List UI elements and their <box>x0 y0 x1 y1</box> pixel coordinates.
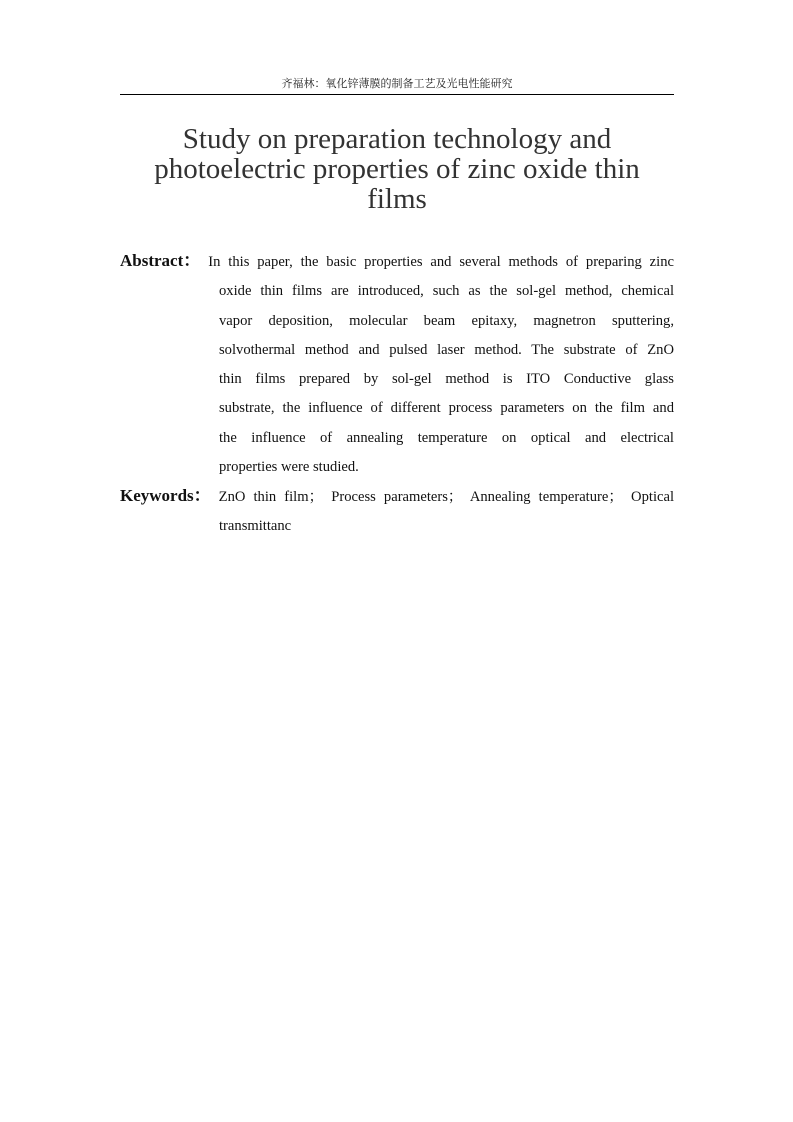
abstract-line-2: oxide thin films are introduced, such as the sol-gel method, chemical <box>219 283 674 300</box>
keywords-line-1 <box>211 483 674 512</box>
keyword-item: Optical <box>631 489 675 505</box>
title-line-2: photoelectric properties of zinc oxide thin <box>154 153 640 185</box>
keywords-line-2: transmittanc <box>219 518 292 535</box>
keyword-item: Process parameters； <box>331 489 463 505</box>
keywords-label: Keywords： <box>120 486 211 505</box>
keyword-item: Annealing temperature； <box>469 489 623 505</box>
header-rule <box>120 94 674 95</box>
running-header: 齐福林：氧化锌薄膜的制备工艺及光电性能研究 <box>281 77 513 90</box>
abstract-body <box>219 277 674 482</box>
abstract-line-5: thin films prepared by sol-gel method is ITO Conductive glass <box>219 371 674 388</box>
abstract-line-8: properties were studied. <box>219 459 359 476</box>
keywords-first-line <box>120 481 674 512</box>
abstract-line-3: vapor deposition, molecular beam epitaxy, magnetron sputtering, <box>219 312 674 329</box>
keyword-item: ZnO thin film； <box>218 489 324 505</box>
abstract-line-6: substrate, the influence of different process parameters on the film and <box>219 400 674 417</box>
abstract-line-7: the influence of annealing temperature on optical and electrical <box>219 429 674 446</box>
title-line-3: films <box>367 183 427 215</box>
abstract-line-1: In this paper, the basic properties and several methods of preparing zinc <box>208 254 674 270</box>
abstract-section <box>120 246 674 482</box>
keywords-body <box>219 512 674 541</box>
paper-title <box>120 124 674 214</box>
abstract-first-line <box>120 246 674 277</box>
keywords-section <box>120 481 674 542</box>
title-line-1: Study on preparation technology and <box>182 123 612 155</box>
abstract-line-4: solvothermal method and pulsed laser method. The substrate of ZnO <box>219 341 674 358</box>
abstract-label: Abstract： <box>120 251 201 270</box>
